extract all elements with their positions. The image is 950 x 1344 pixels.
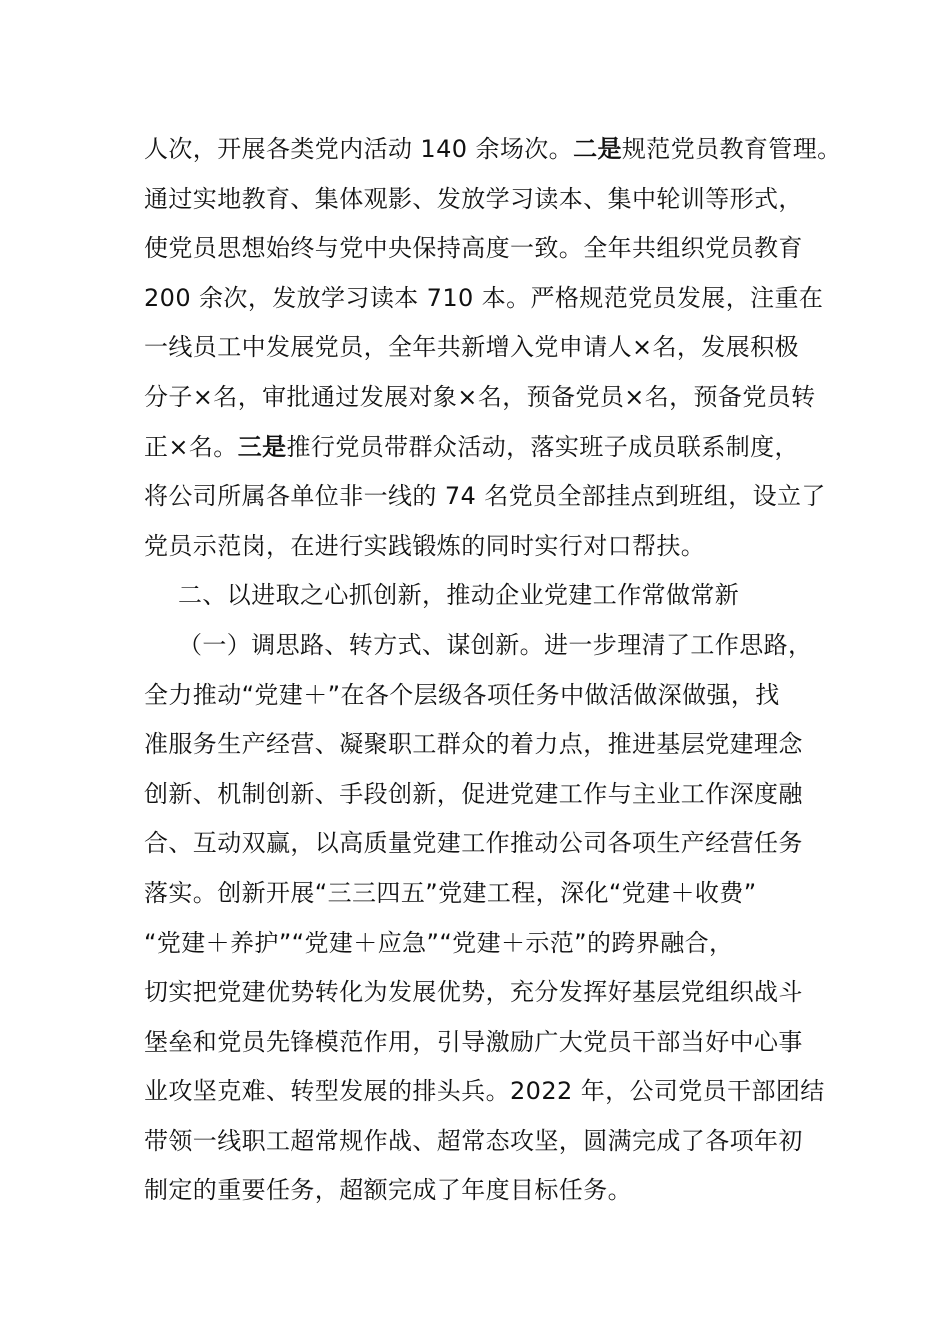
text-span: 推行党员带群众活动，落实班子成员联系制度，	[286, 432, 799, 461]
text-line	[144, 671, 824, 721]
text-span: 正×名。	[144, 432, 238, 461]
text-span: 一线员工中发展党员，全年共新增入党申请人×名，发展积极	[144, 333, 799, 362]
text-line	[144, 224, 824, 274]
text-span: 带领一线职工超常规作战、超常态攻坚，圆满完成了各项年初	[144, 1126, 803, 1155]
text-span: 规范党员教育管理。	[621, 135, 842, 163]
text-span: 业攻坚克难、转型发展的排头兵。2022 年，公司党员干部团结	[144, 1077, 825, 1106]
text-line	[144, 423, 824, 473]
text-span: 二、以进取之心抓创新，推动企业党建工作常做常新	[178, 581, 740, 610]
section-heading	[144, 571, 824, 621]
text-span: 落实。创新开展“三三四五”党建工程，深化“党建＋收费”	[144, 878, 757, 907]
text-line	[144, 1166, 824, 1216]
text-line	[144, 869, 824, 919]
text-line	[144, 522, 824, 572]
text-line	[144, 621, 824, 671]
text-line	[144, 1117, 824, 1167]
text-span: 使党员思想始终与党中央保持高度一致。全年共组织党员教育	[144, 234, 803, 263]
text-line	[144, 1018, 824, 1068]
text-span: 200 余次，发放学习读本 710 本。严格规范党员发展，注重在	[144, 283, 824, 312]
text-span: 创新、机制创新、手段创新，促进党建工作与主业工作深度融	[144, 779, 803, 808]
text-span: 人次，开展各类党内活动 140 余场次。	[144, 135, 574, 163]
text-span: 准服务生产经营、凝聚职工群众的着力点，推进基层党建理念	[144, 730, 803, 759]
text-span: 切实把党建优势转化为发展优势，充分发挥好基层党组织战斗	[144, 978, 803, 1007]
document-body-text	[144, 125, 842, 1216]
text-line	[144, 1067, 824, 1117]
text-line	[144, 720, 824, 770]
text-line	[144, 175, 824, 225]
text-line	[144, 968, 824, 1018]
text-line	[144, 323, 824, 373]
text-line	[144, 373, 824, 423]
text-line	[144, 125, 842, 175]
text-line	[144, 770, 824, 820]
bold-keyword: 三是	[237, 432, 287, 461]
text-line	[144, 472, 824, 522]
text-span: 制定的重要任务，超额完成了年度目标任务。	[144, 1176, 632, 1205]
text-span: 通过实地教育、集体观影、发放学习读本、集中轮训等形式，	[144, 184, 803, 213]
text-span: （一）调思路、转方式、谋创新。进一步理清了工作思路，	[178, 630, 813, 659]
text-line	[144, 819, 824, 869]
text-span: 将公司所属各单位非一线的 74 名党员全部挂点到班组，设立了	[144, 482, 826, 511]
bold-keyword: 二是	[573, 135, 622, 163]
text-span: 党员示范岗，在进行实践锻炼的同时实行对口帮扶。	[144, 531, 706, 560]
text-line	[144, 274, 824, 324]
text-span: 全力推动“党建＋”在各个层级各项任务中做活做深做强，找	[144, 680, 780, 709]
text-span: “党建＋养护”“党建＋应急”“党建＋示范”的跨界融合，	[144, 928, 734, 957]
text-line	[144, 919, 824, 969]
text-span: 分子×名，审批通过发展对象×名，预备党员×名，预备党员转	[144, 382, 816, 411]
text-span: 堡垒和党员先锋模范作用，引导激励广大党员干部当好中心事	[144, 1027, 803, 1056]
text-span: 合、互动双赢，以高质量党建工作推动公司各项生产经营任务	[144, 829, 803, 858]
